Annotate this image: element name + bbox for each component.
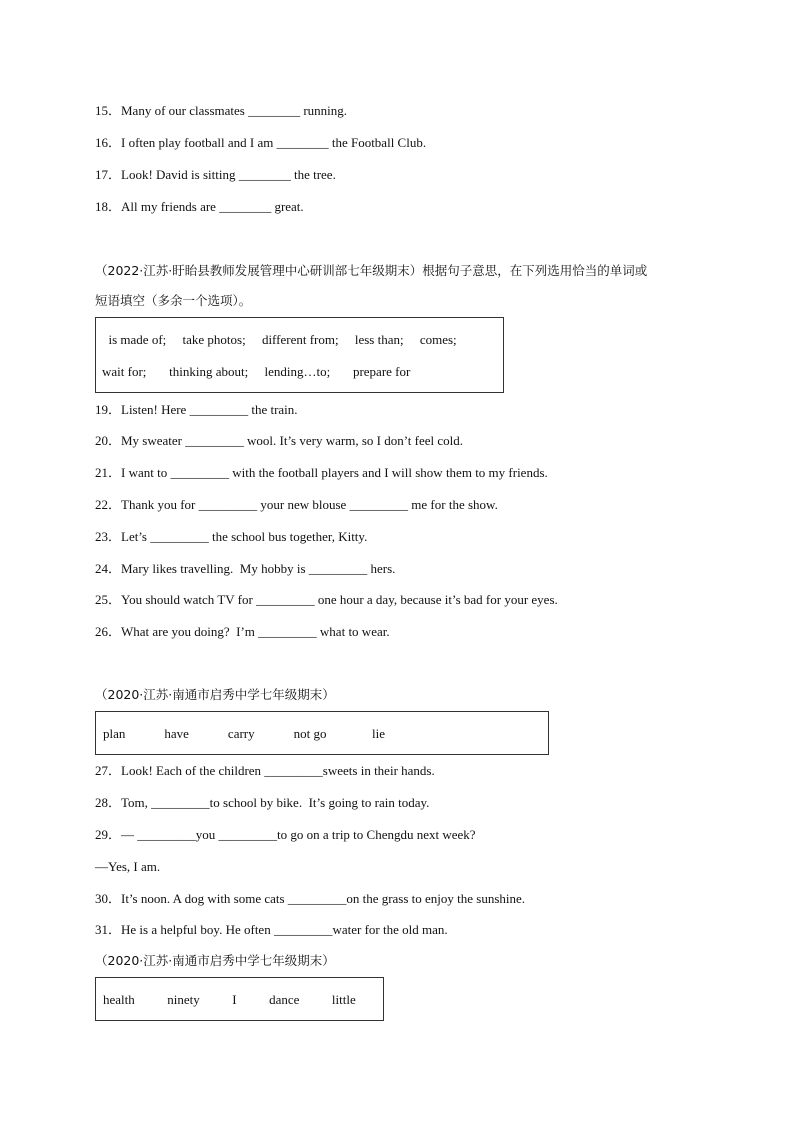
question-21: 21．I want to _________ with the football players and I will show them to my friends.: [95, 465, 548, 480]
question-15: 15．Many of our classmates ________ running.: [95, 103, 348, 118]
question-25: 25．You should watch TV for _________ one hour a day, because it’s bad for your eyes.: [95, 592, 558, 607]
word-box-row: health ninety I dance little: [103, 992, 356, 1007]
word-box-row: plan have carry not go lie: [103, 726, 385, 741]
question-23: 23．Let’s _________ the school bus together, Kitty.: [95, 529, 368, 544]
question-16: 16．I often play football and I am ________ the Football Club.: [95, 135, 427, 150]
question-29: 29．— _________you _________to go on a trip to Chengdu next week?: [95, 827, 476, 842]
section-source: （2020·江苏·南通市启秀中学七年级期末）: [95, 687, 335, 702]
question-22: 22．Thank you for _________ your new blouse _________ me for the show.: [95, 497, 498, 512]
question-17: 17．Look! David is sitting ________ the tree.: [95, 167, 336, 182]
section-source: （2022·江苏·盱眙县教师发展管理中心研训部七年级期末）根据句子意思，在下列选用恰当的单词或: [95, 263, 648, 278]
answer-29: —Yes, I am.: [95, 859, 161, 874]
word-box-row: wait for; thinking about; lending…to; prepare for: [102, 364, 411, 379]
word-box: [95, 977, 384, 1021]
section-source: （2020·江苏·南通市启秀中学七年级期末）: [95, 953, 335, 968]
question-27: 27．Look! Each of the children _________sweets in their hands.: [95, 763, 435, 778]
question-28: 28．Tom, _________to school by bike. It’s going to rain today.: [95, 795, 430, 810]
question-26: 26．What are you doing? I’m _________ what to wear.: [95, 624, 390, 639]
section-instruction: 短语填空（多余一个选项）。: [95, 293, 252, 308]
question-19: 19．Listen! Here _________ the train.: [95, 402, 298, 417]
question-24: 24．Mary likes travelling. My hobby is _________ hers.: [95, 561, 396, 576]
word-box: [95, 711, 549, 755]
word-box: [95, 317, 504, 393]
word-box-row: is made of; take photos; different from; less than; comes;: [102, 332, 457, 347]
question-18: 18．All my friends are ________ great.: [95, 199, 304, 214]
question-30: 30．It’s noon. A dog with some cats _________on the grass to enjoy the sunshine.: [95, 891, 526, 906]
question-31: 31．He is a helpful boy. He often _________water for the old man.: [95, 922, 448, 937]
question-20: 20．My sweater _________ wool. It’s very warm, so I don’t feel cold.: [95, 433, 464, 448]
